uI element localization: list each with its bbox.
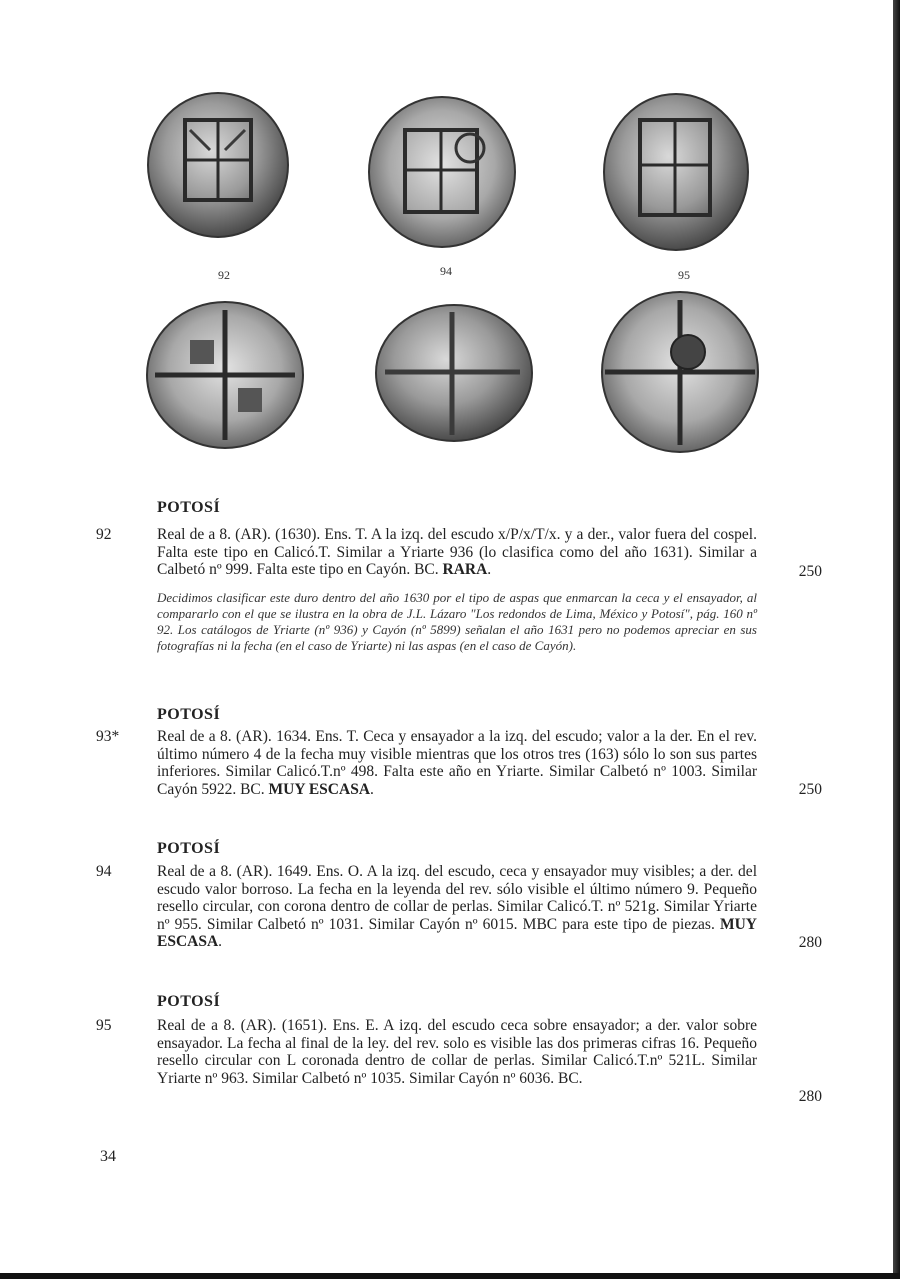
page-number: 34: [100, 1148, 116, 1165]
price: 280: [798, 934, 822, 951]
description-end: .: [370, 780, 374, 798]
coin-94-reverse: [376, 305, 532, 441]
rarity-label: MUY ESCASA: [268, 780, 371, 798]
lot-number: 95: [96, 1017, 112, 1034]
mint-heading: POTOSÍ: [157, 499, 221, 516]
coin-label: 92: [218, 268, 230, 282]
rarity-label: MUY ESCASA: [157, 915, 757, 950]
description-text: Real de a 8. (AR). (1630). Ens. T. A la izq. del escudo x/P/x/T/x. y a der., valor fuera del cospel. Falta este tipo en Calicó.T. Similar a Yriarte 936 (lo clasifica como del año 1631). Similar a Calbetó nº 999. Falta este tipo en Cayón. BC.: [157, 526, 757, 578]
price: 250: [798, 563, 822, 580]
coin-95-reverse: [602, 292, 758, 452]
price: 280: [798, 1088, 822, 1105]
coin-photographs: [0, 0, 900, 470]
mint-heading: POTOSÍ: [157, 840, 221, 857]
description-text: Real de a 8. (AR). 1649. Ens. O. A la izq. del escudo, ceca y ensayador muy visibles; a der. del escudo valor borroso. La fecha en la leyenda del rev. sólo visible el último número 9. Pequeño resello circular, con corona dentro de collar de perlas. Similar Calicó.T. nº 521g. Similar Yriarte nº 955. Similar Calbetó nº 1031. Similar Cayón nº 6015. MBC para este tipo de piezas.: [157, 863, 757, 933]
lot-description: [157, 526, 757, 579]
description-end: .: [218, 933, 223, 950]
coin-94-obverse: [369, 97, 515, 247]
mint-heading: POTOSÍ: [157, 706, 221, 723]
mint-heading: POTOSÍ: [157, 993, 221, 1010]
coin-label: 94: [440, 264, 452, 278]
description-text: Real de a 8. (AR). (1651). Ens. E. A izq. del escudo ceca sobre ensayador; a der. valor sobre ensayador. La fecha al final de la ley. del rev. solo es visible las dos primeras cifras 16. Pequeño resello circular con L coronada dentro de collar de perlas. Similar Calicó.T.nº 521L. Similar Yriarte nº 963. Similar Calbetó nº 1035. Similar Cayón nº 6036. BC.: [157, 1017, 757, 1087]
rarity-label: RARA: [442, 561, 488, 578]
page-edge-bottom: [0, 1273, 900, 1279]
description-text: Real de a 8. (AR). 1634. Ens. T. Ceca y ensayador a la izq. del escudo; valor a la der. En el rev. último número 4 de la fecha muy visible mientras que los otros tres (163) sólo lo son sus partes inferiores. Similar Calicó.T.nº 498. Falta este año en Yriarte. Similar Calbetó nº 1003. Similar Cayón 5922. BC.: [157, 728, 757, 798]
lot-description: [157, 728, 757, 798]
description-end: .: [487, 561, 492, 578]
lot-note: Decidimos clasificar este duro dentro del año 1630 por el tipo de aspas que enmarcan la ceca y el ensayador, al compararlo con el que se ilustra en la obra de J.L. Lázaro "Los redondos de Lima, México y Potosí", pág. 160 nº 92. Los catálogos de Yriarte (nº 936) y Cayón (nº 5899) señalan el año 1631 pero no podemos apreciar en sus fotografías ni la fecha (en el caso de Yriarte) ni las aspas (en el caso de Cayón).: [157, 590, 757, 653]
lot-number: 94: [96, 863, 112, 880]
coin-95-obverse: [604, 94, 748, 250]
coin-label: 95: [678, 268, 690, 282]
lot-description: [157, 1017, 757, 1087]
lot-number: 93*: [96, 728, 120, 745]
coin-92-obverse: [148, 93, 288, 237]
price: 250: [798, 781, 822, 798]
lot-description: [157, 863, 757, 951]
coin-92-reverse: [147, 302, 303, 448]
lot-number: 92: [96, 526, 112, 543]
